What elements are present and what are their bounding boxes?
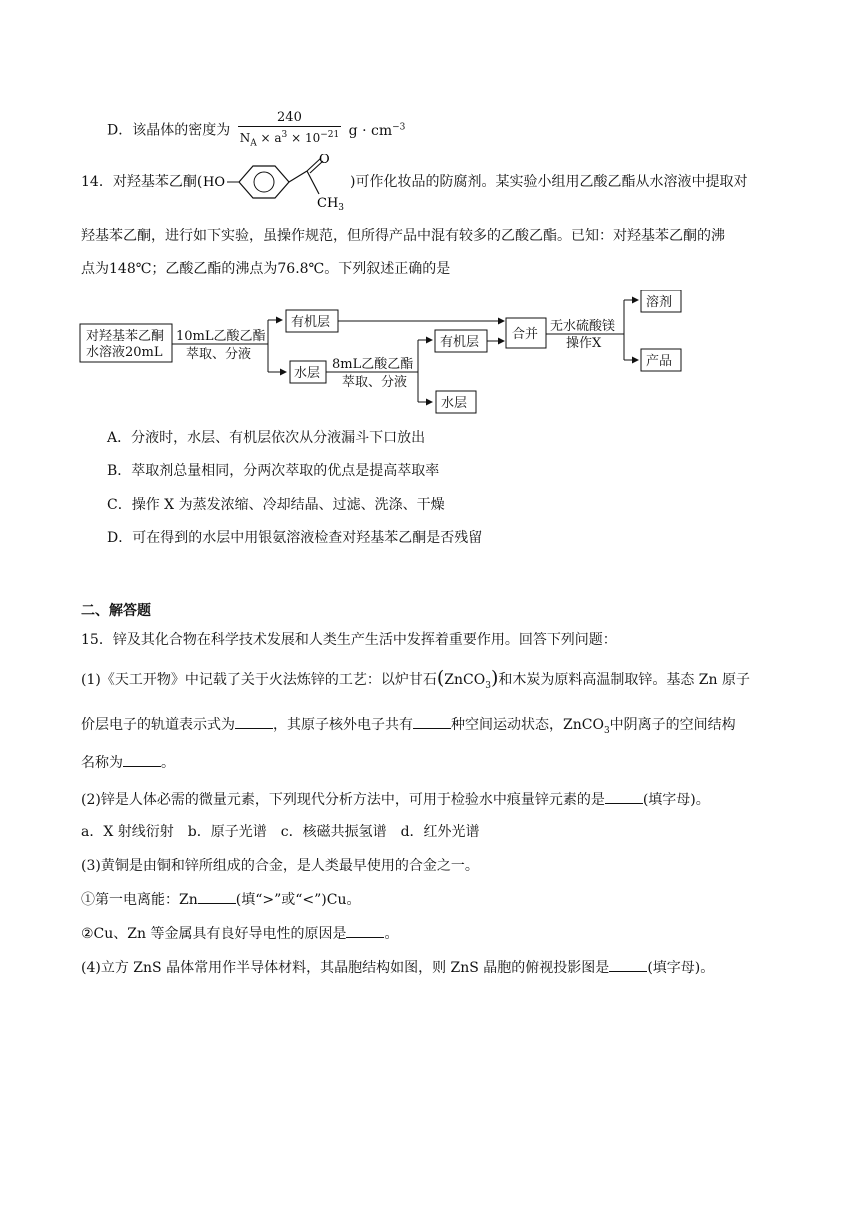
density-denominator: $N_A \times a^3 \times 10^{-21}$	[239, 130, 340, 149]
q14-intro-line3: 点为148℃；乙酸乙酯的沸点为76.8℃。下列叙述正确的是	[81, 261, 451, 277]
q15-part4: (4)立方 ZnS 晶体常用作半导体材料，其晶胞结构如图，则 ZnS 晶胞的俯视投影图是 (填字母)。	[81, 957, 714, 978]
q14-intro-start: 14．对羟基苯乙酮(	[81, 174, 203, 190]
combine-label: 合并	[512, 327, 539, 342]
q15-part3: (3)黄铜是由铜和锌所组成的合金，是人类最早使用的合金之一。	[81, 858, 479, 874]
answer-blank-conductivity[interactable]	[346, 923, 384, 938]
q15-part1-line1: (1)《天工开物》中记载了关于火法炼锌的工艺：以炉甘石(ZnCO$_3$)和木炭为原料高温制取锌。基态 Zn 原子	[81, 667, 751, 691]
q14-option-d: D．可在得到的水层中用银氨溶液检查对羟基苯乙酮是否残留	[107, 530, 483, 546]
solvent-label: 溶剂	[646, 295, 673, 310]
density-unit: $g \cdot cm^{-3}$	[348, 122, 406, 139]
molecule-o-label: O	[319, 154, 330, 167]
answer-blank-orbital[interactable]	[235, 714, 273, 729]
step2-bottom-label: 萃取、分液	[342, 375, 408, 390]
molecule-structure	[203, 154, 351, 212]
product-label: 产品	[646, 354, 673, 369]
q15-part3-2: ②Cu、Zn 等金属具有良好导电性的原因是 。	[81, 923, 398, 944]
step2-top-label: 8mL乙酸乙酯	[332, 357, 414, 372]
q14-intro-end: )可作化妆品的防腐剂。某实验小组用乙酸乙酯从水溶液中提取对	[350, 174, 748, 190]
q15-part3-1: ①第一电离能：Zn (填“>”或“<”)Cu。	[81, 889, 361, 910]
step1-bottom-label: 萃取、分液	[186, 347, 252, 362]
section-2-title: 二、解答题	[81, 603, 151, 619]
start-box-line2: 水溶液20mL	[86, 345, 163, 360]
q13-option-d-prefix: D．该晶体的密度为	[107, 122, 231, 139]
step3-top-label: 无水硫酸镁	[550, 319, 616, 334]
step3-bottom-label: 操作X	[566, 336, 602, 351]
q13-option-d	[107, 110, 405, 151]
organic-layer-1: 有机层	[291, 315, 331, 330]
molecule-ho-label: HO	[203, 175, 225, 190]
q15-part1-line3: 名称为 。	[81, 752, 175, 773]
q15-part2: (2)锌是人体必需的微量元素，下列现代分析方法中，可用于检验水中痕量锌元素的是 (填字母)。	[81, 789, 710, 810]
water-layer-1: 水层	[294, 366, 321, 381]
q14-option-a: A．分液时，水层、有机层依次从分液漏斗下口放出	[107, 430, 426, 446]
start-box-line1: 对羟基苯乙酮	[86, 329, 165, 344]
step1-top-label: 10mL乙酸乙酯	[176, 329, 266, 344]
density-numerator: 240	[238, 110, 342, 127]
q14-intro-line2: 羟基苯乙酮，进行如下实验，虽操作规范，但所得产品中混有较多的乙酸乙酯。已知：对羟基苯乙酮的沸	[81, 228, 725, 244]
organic-layer-2: 有机层	[440, 335, 480, 350]
extraction-flowchart	[78, 290, 688, 416]
q14-intro-line1	[81, 172, 202, 192]
q14-option-b: B．萃取剂总量相同，分两次萃取的优点是提高萃取率	[107, 463, 440, 479]
answer-blank-projection[interactable]	[609, 957, 647, 972]
answer-blank-ionization[interactable]	[198, 889, 236, 904]
q15-part1-line2: 价层电子的轨道表示式为 ，其原子核外电子共有 种空间运动状态，ZnCO$_3$中阴离子的空间结构	[81, 714, 736, 741]
molecule-ch3-label: $CH_3$	[317, 196, 345, 212]
q15-part2-options: a．X 射线衍射 b．原子光谱 c．核磁共振氢谱 d．红外光谱	[81, 824, 480, 840]
water-layer-2: 水层	[441, 396, 468, 411]
q14-option-c: C．操作 X 为蒸发浓缩、冷却结晶、过滤、洗涤、干燥	[107, 497, 445, 513]
answer-blank-method[interactable]	[605, 789, 643, 804]
q15-stem: 15．锌及其化合物在科学技术发展和人类生产生活中发挥着重要作用。回答下列问题：	[81, 632, 617, 648]
answer-blank-structure[interactable]	[123, 752, 161, 767]
answer-blank-states[interactable]	[413, 714, 451, 729]
density-fraction	[238, 110, 342, 151]
